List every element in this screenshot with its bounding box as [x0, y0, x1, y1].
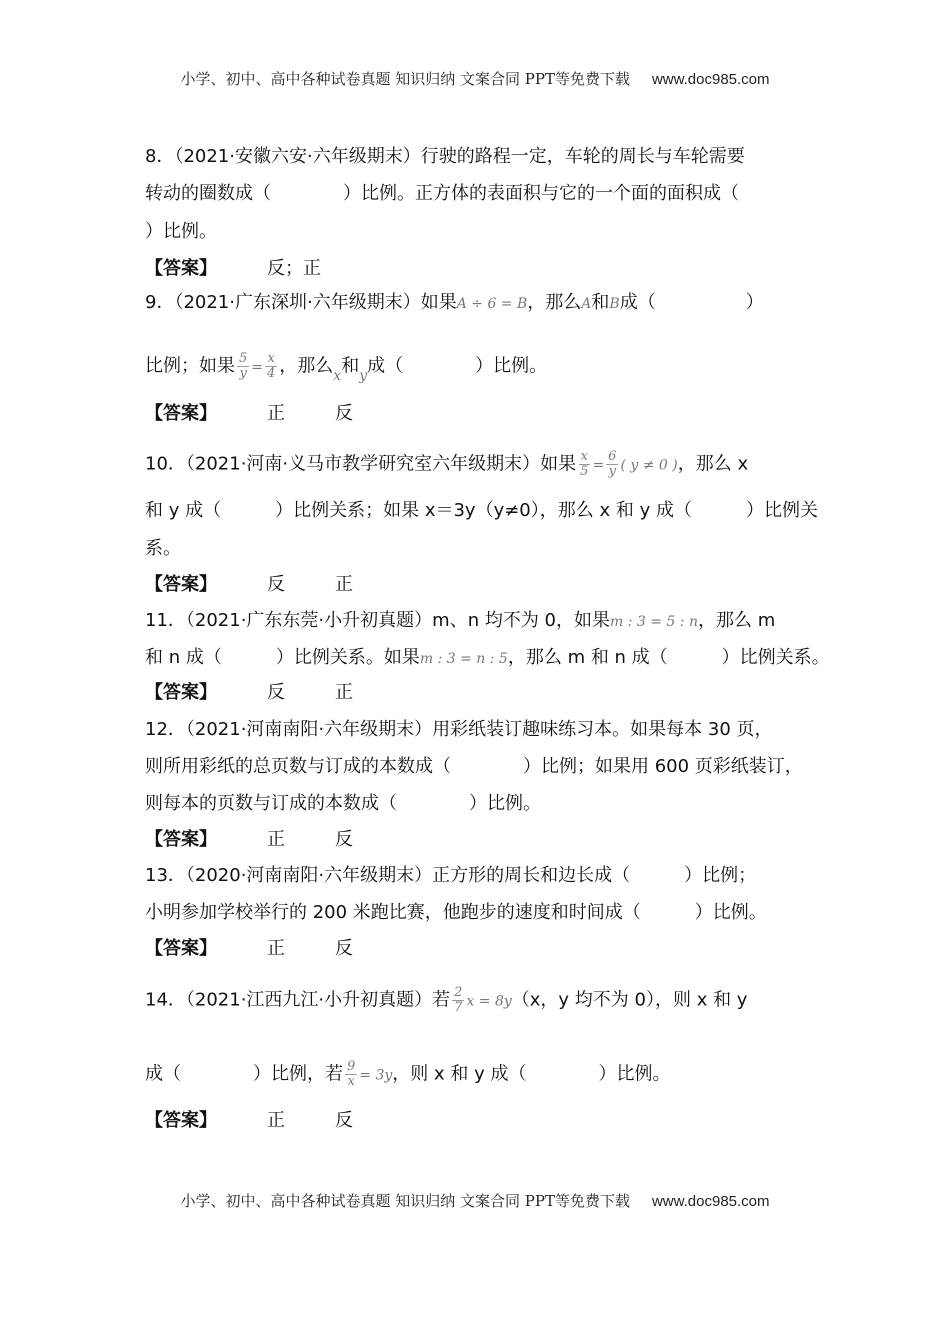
header-text: 小学、初中、高中各种试卷真题 知识归纳 文案合同 PPT等免费下载	[180, 70, 630, 88]
q9-text-c: 和	[591, 292, 610, 313]
q9-text-a: 9．（2021·广东深圳·六年级期末）如果	[145, 292, 457, 313]
answer-label: 【答案】	[145, 938, 217, 959]
q12-line-3: 则每本的页数与订成的本数成（ ）比例。	[145, 793, 541, 814]
q8-line-2: 转动的圈数成（ ）比例。正方体的表面积与它的一个面的面积成（	[145, 183, 739, 204]
q9-var-y: y	[359, 367, 368, 384]
q14-answer	[145, 1110, 353, 1132]
q11-answer-2: 正	[335, 682, 353, 703]
q9-text-g: 和	[341, 355, 360, 377]
q9-var-x: x	[333, 367, 342, 384]
q9-line-2	[145, 351, 548, 384]
q14-frac2-den: x	[347, 1074, 355, 1089]
q10-answer-1: 反	[267, 574, 285, 595]
q8-answer	[145, 258, 321, 280]
q14-frac2-num: 9	[347, 1059, 356, 1074]
q10-answer-2: 正	[335, 574, 353, 595]
q11-line-2	[145, 647, 830, 670]
q14-math-2: = 3y	[359, 1067, 393, 1084]
q10-fraction-2	[606, 450, 618, 479]
q14-frac1-den: 7	[454, 1000, 463, 1015]
q14-answer-2: 反	[335, 1110, 353, 1131]
q10-frac1-num: x	[580, 449, 588, 464]
q10-text-a: 10．（2021·河南·义马市教学研究室六年级期末）如果	[145, 453, 577, 475]
q14-text-b: （x，y 均不为 0），则 x 和 y	[511, 989, 748, 1011]
page-header	[0, 68, 950, 89]
q9-var-a: A	[581, 296, 592, 312]
q9-var-b: B	[609, 296, 620, 312]
q9-frac1-num: 5	[239, 351, 248, 366]
q12-answer	[145, 829, 353, 851]
q14-text-a: 14．（2021·江西九江·小升初真题）若	[145, 989, 451, 1011]
q9-fraction-1	[237, 352, 249, 381]
q9-text-e: 比例；如果	[145, 355, 235, 377]
q11-text-d: ，那么 m 和 n 成（ ）比例关系。	[507, 647, 830, 668]
q11-line-1	[145, 610, 775, 633]
q11-text-a: 11．（2021·广东东莞·小升初真题）m、n 均不为 0，如果	[145, 610, 610, 631]
q10-condition: ( y ≠ 0 )	[620, 457, 678, 474]
q9-frac2-num: x	[267, 351, 275, 366]
answer-label: 【答案】	[145, 829, 217, 850]
q9-math-1: A ÷ 6 = B	[456, 296, 528, 312]
q14-fraction-1	[452, 986, 464, 1015]
q14-fraction-2	[345, 1060, 357, 1089]
q9-frac1-den: y	[239, 366, 247, 381]
q10-fraction-1	[578, 450, 590, 479]
q13-answer	[145, 938, 353, 960]
q14-text-c: 成（ ）比例，若	[145, 1063, 343, 1085]
q14-text-d: ，则 x 和 y 成（ ）比例。	[392, 1063, 671, 1085]
q12-answer-1: 正	[267, 829, 285, 850]
q8-line-1: 8．（2021·安徽六安·六年级期末）行驶的路程一定，车轮的周长与车轮需要	[145, 146, 745, 167]
q11-text-b: ，那么 m	[697, 610, 776, 631]
q10-frac2-den: y	[608, 464, 616, 479]
q10-text-b: ，那么 x	[677, 453, 749, 475]
q12-line-1: 12．（2021·河南南阳·六年级期末）用彩纸装订趣味练习本。如果每本 30 页，	[145, 719, 773, 740]
page-footer	[0, 1190, 950, 1211]
q10-frac1-den: 5	[580, 464, 589, 479]
answer-label: 【答案】	[145, 1110, 217, 1131]
footer-text: 小学、初中、高中各种试卷真题 知识归纳 文案合同 PPT等免费下载	[180, 1192, 630, 1210]
q14-line-2	[145, 1060, 670, 1089]
q14-answer-1: 正	[267, 1110, 285, 1131]
q10-line-3: 系。	[145, 538, 181, 559]
q9-line-1	[145, 292, 764, 315]
q9-text-d: 成（ ）	[619, 292, 764, 313]
q10-frac2-num: 6	[608, 449, 617, 464]
q9-answer-2: 反	[335, 403, 353, 424]
q14-line-1	[145, 986, 747, 1015]
header-site: www.doc985.com	[651, 71, 770, 88]
q14-frac1-num: 2	[454, 985, 463, 1000]
q13-answer-1: 正	[267, 938, 285, 959]
q9-answer	[145, 403, 353, 425]
q11-answer-1: 反	[267, 682, 285, 703]
q9-fraction-2	[265, 352, 277, 381]
q9-text-h: 成（ ）比例。	[367, 355, 548, 377]
q9-frac2-den: 4	[267, 366, 276, 381]
q14-math-1: x = 8y	[466, 993, 512, 1010]
q9-text-b: ，那么	[527, 292, 582, 313]
q11-math-2: m : 3 = n : 5	[419, 651, 508, 667]
answer-label: 【答案】	[145, 574, 217, 595]
q13-line-1: 13．（2020·河南南阳·六年级期末）正方形的周长和边长成（ ）比例；	[145, 865, 757, 886]
q13-answer-2: 反	[335, 938, 353, 959]
q9-equals: =	[251, 359, 264, 376]
q11-answer	[145, 682, 353, 704]
q11-math-1: m : 3 = 5 : n	[610, 614, 698, 630]
q10-line-2: 和 y 成（ ）比例关系；如果 x＝3y（y≠0），那么 x 和 y 成（ ）比例关	[145, 500, 818, 521]
q9-text-f: ，那么	[279, 355, 334, 377]
answer-label: 【答案】	[145, 403, 217, 424]
answer-label: 【答案】	[145, 258, 217, 279]
q10-line-1	[145, 450, 748, 479]
q8-answer-value: 反；正	[267, 258, 321, 279]
q12-answer-2: 反	[335, 829, 353, 850]
q8-line-3: ）比例。	[145, 221, 217, 242]
q10-answer	[145, 574, 353, 596]
q11-text-c: 和 n 成（ ）比例关系。如果	[145, 647, 420, 668]
answer-label: 【答案】	[145, 682, 217, 703]
q13-line-2: 小明参加学校举行的 200 米跑比赛，他跑步的速度和时间成（ ）比例。	[145, 902, 767, 923]
q10-equals: =	[592, 457, 605, 474]
footer-site: www.doc985.com	[651, 1193, 770, 1210]
q9-answer-1: 正	[267, 403, 285, 424]
q12-line-2: 则所用彩纸的总页数与订成的本数成（ ）比例；如果用 600 页彩纸装订，	[145, 756, 803, 777]
